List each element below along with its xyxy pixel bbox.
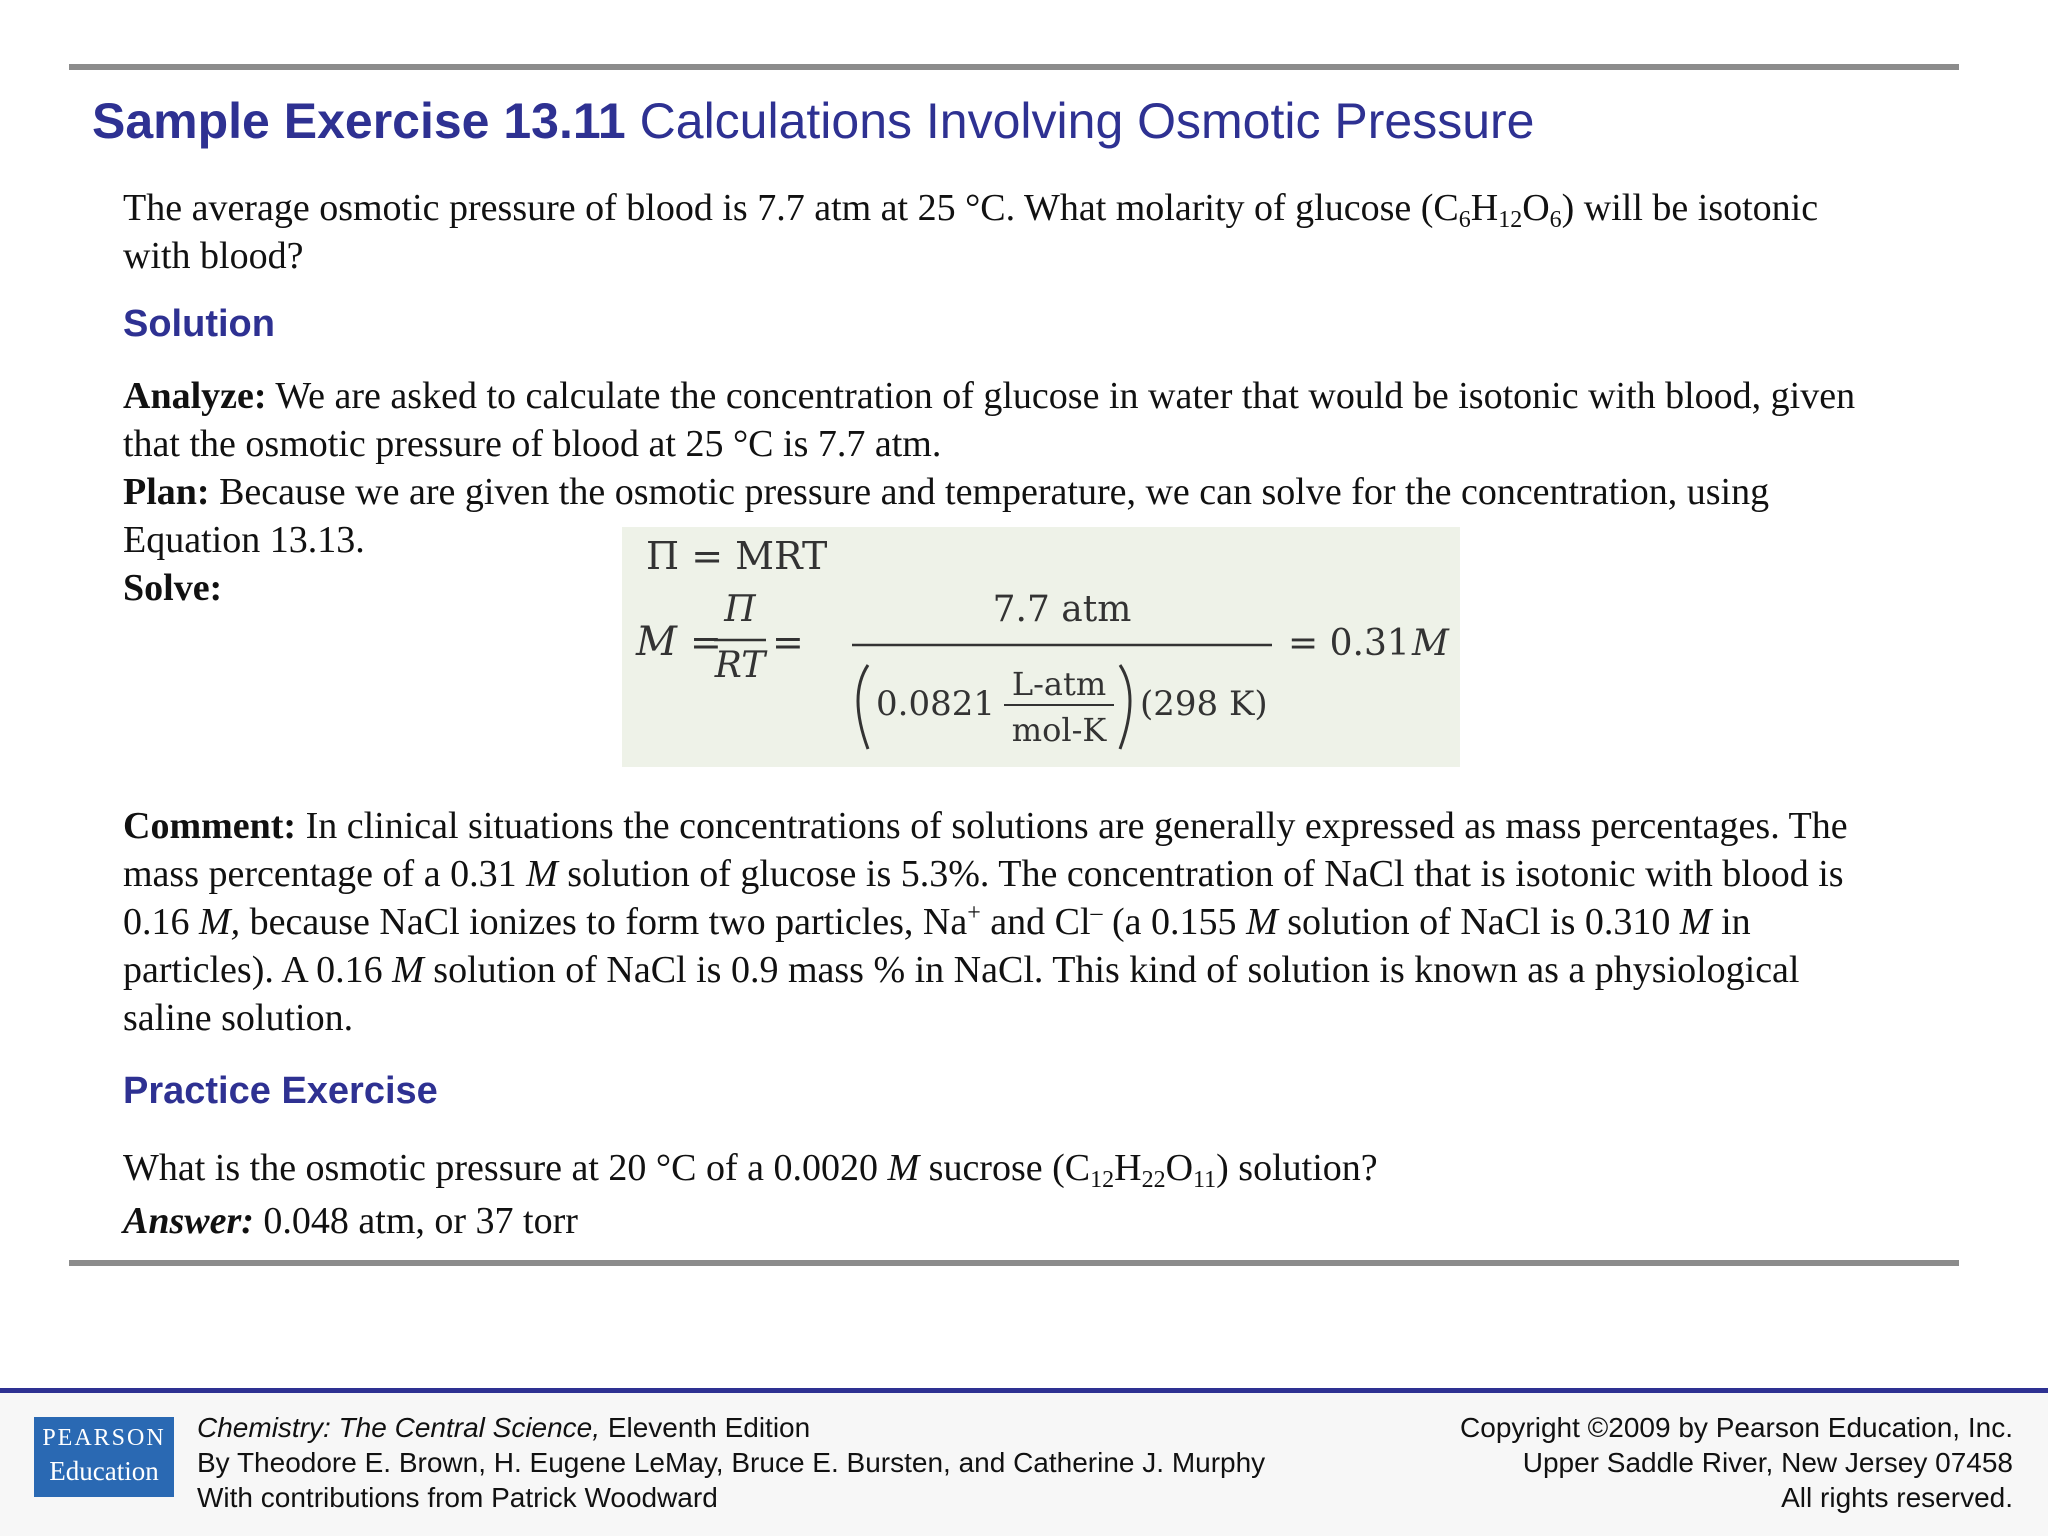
exercise-number: Sample Exercise 13.11: [92, 93, 626, 149]
practice-question: [123, 1139, 1883, 1197]
logo-text-top: PEARSON: [42, 1425, 166, 1451]
practice-text: H: [1114, 1147, 1142, 1189]
comment-text: (a 0.155: [1102, 901, 1247, 943]
molarity-unit: M: [887, 1147, 920, 1189]
molarity-unit: M: [526, 853, 558, 895]
superscript: +: [967, 900, 981, 926]
book-authors: By Theodore E. Brown, H. Eugene LeMay, Bruce E. Bursten, and Catherine J. Murphy: [197, 1447, 1266, 1478]
question-text: [123, 184, 1883, 280]
bottom-rule: [69, 1260, 1959, 1266]
left-paren: [858, 665, 868, 749]
question-part: ) will be isotonic with blood?: [123, 187, 1819, 277]
question-part: O: [1522, 187, 1550, 229]
comment-text: solution of NaCl is 0.9 mass % in NaCl. This kind of solution is known as a physiological saline solution.: [123, 949, 1800, 1039]
denominator-constant: 0.0821: [876, 684, 995, 724]
pearson-logo: [34, 1417, 174, 1497]
question-part: The average osmotic pressure of blood is 7.7 atm at 25 °C. What molarity of glucose (C: [123, 187, 1459, 229]
comment-label: Comment:: [123, 805, 297, 847]
analyze-paragraph: [123, 372, 1883, 468]
book-edition: Eleventh Edition: [600, 1412, 811, 1443]
result-unit: M: [1412, 623, 1449, 664]
comment-text: solution of NaCl is 0.310: [1277, 901, 1680, 943]
superscript: –: [1090, 900, 1103, 926]
top-rule: [69, 64, 1959, 70]
copyright-line: Copyright ©2009 by Pearson Education, Inc.: [1460, 1412, 2013, 1443]
practice-body: [123, 1139, 1883, 1245]
practice-text: O: [1165, 1147, 1194, 1189]
frac-numerator: Π: [724, 589, 756, 630]
analyze-text: We are asked to calculate the concentration of glucose in water that would be isotonic with blood, given that the osmotic pressure of blood at 25 °C is 7.7 atm.: [123, 375, 1856, 465]
rights-line: All rights reserved.: [1781, 1482, 2013, 1513]
subscript: 11: [1193, 1167, 1217, 1193]
comment-paragraph: [123, 802, 1883, 1042]
practice-text: sucrose (C: [919, 1147, 1091, 1189]
plan-text: Because we are given the osmotic pressure and temperature, we can solve for the concentration, using Equation 13.13.: [123, 471, 1770, 561]
practice-answer: [123, 1197, 1883, 1245]
practice-text: ) solution?: [1216, 1147, 1378, 1189]
molarity-unit: M: [1246, 901, 1278, 943]
book-title-line: [197, 1410, 1265, 1445]
answer-label: Answer:: [123, 1200, 254, 1242]
denominator-temperature: (298 K): [1140, 684, 1268, 724]
equation-lhs: M: [636, 619, 677, 665]
subscript: 6: [1458, 207, 1471, 233]
subscript: 12: [1498, 207, 1523, 233]
equation-image: [622, 527, 1460, 767]
result-value: = 0.31: [1288, 623, 1410, 664]
analyze-label: Analyze:: [123, 375, 267, 417]
equation-line1: Π = MRT: [646, 534, 828, 578]
answer-text: 0.048 atm, or 37 torr: [253, 1200, 578, 1242]
publisher-address: Upper Saddle River, New Jersey 07458: [1522, 1447, 2013, 1478]
practice-text: What is the osmotic pressure at 20 °C of a 0.0020: [123, 1147, 888, 1189]
comment-text: In clinical situations the concentrations of solutions are generally expressed as mass percentages. The mass percentage of a 0.31: [123, 805, 1848, 895]
comment-text: in particles). A 0.16: [123, 901, 1751, 991]
plan-label: Plan:: [123, 471, 210, 513]
solve-label: Solve:: [123, 567, 223, 609]
comment-text: and Cl: [980, 901, 1091, 943]
right-paren: [1120, 665, 1130, 749]
unit-denominator: mol-K: [1011, 711, 1107, 749]
subscript: 22: [1141, 1167, 1166, 1193]
subscript: 12: [1090, 1167, 1115, 1193]
numerator-value: 7.7 atm: [992, 589, 1132, 630]
exercise-name: Calculations Involving Osmotic Pressure: [639, 93, 1535, 149]
subscript: 6: [1549, 207, 1562, 233]
molarity-unit: M: [1679, 901, 1712, 943]
frac-denominator: RT: [714, 645, 766, 686]
equals-sign-2: =: [772, 620, 804, 664]
book-title: Chemistry: The Central Science,: [197, 1412, 601, 1443]
footer-copyright: [1460, 1410, 2013, 1515]
equation-figure: [622, 527, 1460, 767]
equals-sign: =: [690, 620, 722, 664]
molarity-unit: M: [392, 949, 424, 991]
practice-heading: Practice Exercise: [123, 1070, 438, 1112]
unit-numerator: L-atm: [1011, 665, 1107, 703]
solution-heading: Solution: [123, 303, 275, 345]
logo-text-bottom: Education: [49, 1456, 159, 1486]
question-part: H: [1470, 187, 1499, 229]
comment-text: solution of glucose is 5.3%. The concentration of NaCl that is isotonic with blood is 0.16: [123, 853, 1844, 943]
comment-text: because NaCl ionizes to form two particles, Na: [240, 901, 968, 943]
footer-book-info: [197, 1410, 1265, 1515]
page-title: [92, 92, 1534, 150]
book-contributors: With contributions from Patrick Woodward: [197, 1482, 718, 1513]
molarity-unit: M,: [199, 901, 241, 943]
